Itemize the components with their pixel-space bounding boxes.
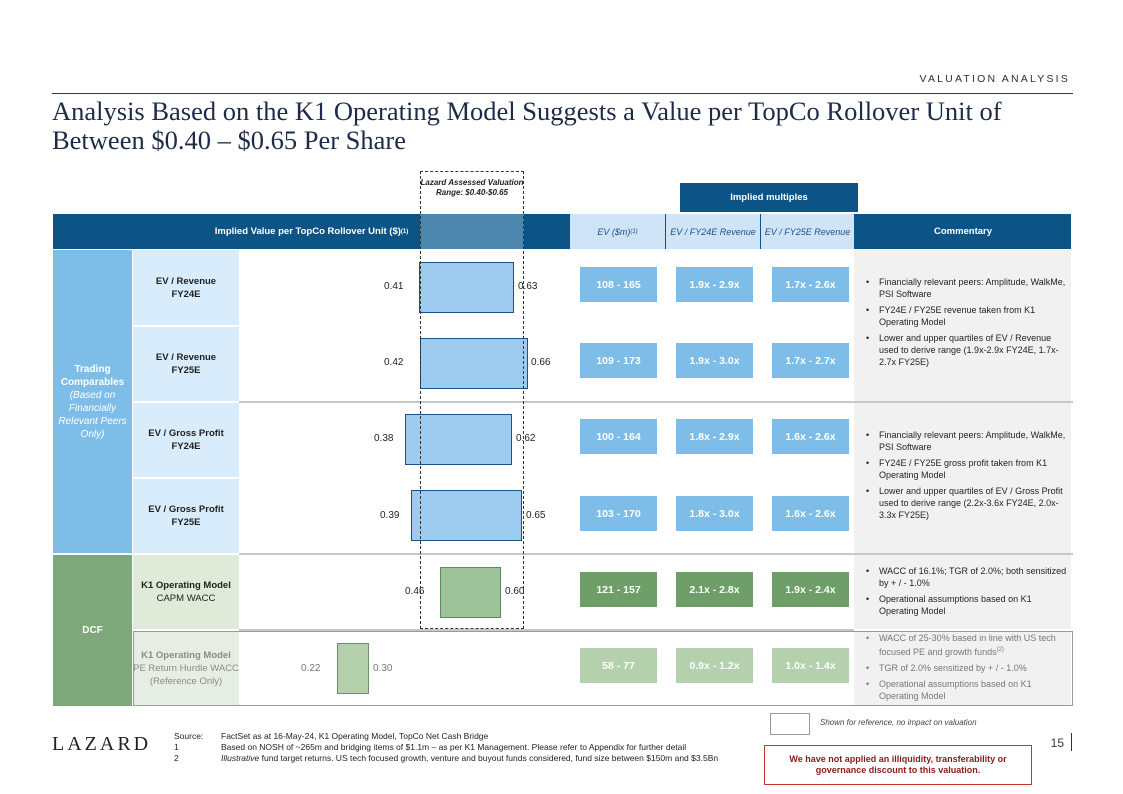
group-dcf: DCF	[53, 555, 132, 706]
commentary-bullet: • Financially relevant peers: Amplitude, WalkMe, PSI Software	[862, 429, 1067, 453]
bar-low-label: 0.22	[301, 663, 321, 674]
header-ev-fy24e: EV / FY24E Revenue	[666, 214, 760, 249]
commentary-revenue	[854, 250, 1071, 401]
commentary-bullet: • FY24E / FY25E revenue taken from K1 Operating Model	[862, 304, 1067, 328]
page-title: Analysis Based on the K1 Operating Model Suggests a Value per TopCo Rollover Unit of Between $0.40 – $0.65 Per Share	[52, 96, 1002, 155]
commentary-bullet: • Operational assumptions based on K1 Operating Model	[862, 678, 1067, 702]
footnote-row: 2 Illustrative fund target returns. US tech focused growth, venture and buyout funds considered, fund size between $150m and $3.5Bn	[174, 753, 719, 763]
bar-low-label: 0.46	[405, 586, 425, 597]
bar-low-label: 0.38	[374, 433, 394, 444]
group-trading-comparables: Trading Comparables (Based on Financially Relevant Peers Only)	[53, 250, 132, 553]
commentary-gross-profit	[854, 403, 1071, 553]
page-number: 15	[1050, 736, 1064, 750]
header-ev: EV ($m) (1)	[570, 214, 665, 249]
footnotes	[174, 731, 754, 764]
method-ev-revenue-fy24e: EV / Revenue FY24E	[133, 250, 239, 325]
reference-legend-swatch	[770, 713, 810, 735]
bar-high-label: 0.65	[526, 510, 546, 521]
bar-high-label: 0.62	[516, 433, 536, 444]
bar-low-label: 0.41	[384, 281, 404, 292]
ev-fy24e-tile: 1.9x - 2.9x	[676, 267, 753, 302]
lazard-logo: LAZARD	[52, 733, 152, 755]
page-number-rule	[1071, 733, 1072, 751]
ev-fy25e-tile: 1.9x - 2.4x	[772, 572, 849, 607]
commentary-bullet: • WACC of 25-30% based in line with US tech focused PE and growth funds$^{(2)}$	[862, 632, 1067, 658]
commentary-bullet: • Operational assumptions based on K1 Operating Model	[862, 593, 1067, 617]
bar-high-label: 0.63	[518, 281, 538, 292]
ev-tile: 109 - 173	[580, 343, 657, 378]
bar-low-label: 0.39	[380, 510, 400, 521]
method-dcf-capm-wacc: K1 Operating Model CAPM WACC	[133, 555, 239, 629]
commentary-bullet: • Financially relevant peers: Amplitude, WalkMe, PSI Software	[862, 276, 1067, 300]
bar-high-label: 0.60	[505, 586, 525, 597]
valuation-range-label: Lazard Assessed Valuation Range: $0.40-$0.65	[420, 178, 524, 197]
ev-tile: 108 - 165	[580, 267, 657, 302]
bar-low-label: 0.42	[384, 357, 404, 368]
footnote-row: 1 Based on NOSH of ~265m and bridging items of $1.1m – as per K1 Management. Please refer to Appendix for further detail	[174, 742, 687, 752]
ev-fy25e-tile: 1.7x - 2.7x	[772, 343, 849, 378]
ev-tile: 58 - 77	[580, 648, 657, 683]
ev-fy24e-tile: 0.9x - 1.2x	[676, 648, 753, 683]
ev-fy25e-tile: 1.7x - 2.6x	[772, 267, 849, 302]
top-divider	[52, 93, 1073, 94]
ev-fy24e-tile: 1.8x - 3.0x	[676, 496, 753, 531]
ev-fy24e-tile: 2.1x - 2.8x	[676, 572, 753, 607]
commentary-bullet: • WACC of 16.1%; TGR of 2.0%; both sensitized by + / - 1.0%	[862, 565, 1067, 589]
ev-fy24e-tile: 1.9x - 3.0x	[676, 343, 753, 378]
method-ev-gross-profit-fy25e: EV / Gross Profit FY25E	[133, 479, 239, 553]
method-ev-revenue-fy25e: EV / Revenue FY25E	[133, 327, 239, 401]
reference-legend-text: Shown for reference, no impact on valuation	[820, 718, 977, 727]
valuation-range-box	[420, 171, 524, 629]
ev-fy25e-tile: 1.6x - 2.6x	[772, 419, 849, 454]
ev-tile: 103 - 170	[580, 496, 657, 531]
commentary-bullet: • TGR of 2.0% sensitized by + / - 1.0%	[862, 662, 1067, 674]
header-ev-fy25e: EV / FY25E Revenue	[761, 214, 854, 249]
ev-fy25e-tile: 1.0x - 1.4x	[772, 648, 849, 683]
ev-tile: 121 - 157	[580, 572, 657, 607]
header-commentary: Commentary	[933, 226, 993, 237]
implied-multiples-label: Implied multiples	[680, 183, 858, 212]
method-ev-gross-profit-fy24e: EV / Gross Profit FY24E	[133, 403, 239, 477]
bar-dcf-pe-hurdle	[337, 643, 369, 694]
commentary-dcf-pe	[854, 632, 1071, 705]
commentary-bullet: • Lower and upper quartiles of EV / Gross Profit used to derive range (2.2x-3.6x FY24E, 2.0x-3.3x FY25E)	[862, 485, 1067, 521]
ev-fy24e-tile: 1.8x - 2.9x	[676, 419, 753, 454]
ev-fy25e-tile: 1.6x - 2.6x	[772, 496, 849, 531]
bar-high-label: 0.66	[531, 357, 551, 368]
method-dcf-pe-hurdle: K1 Operating Model PE Return Hurdle WACC (Reference Only)	[133, 632, 239, 705]
disclaimer-box: We have not applied an illiquidity, transferability or governance discount to this valuation.	[764, 745, 1032, 785]
footnote-row: Source: FactSet as at 16-May-24, K1 Operating Model, TopCo Net Cash Bridge	[174, 731, 489, 741]
bar-high-label: 0.30	[373, 663, 393, 674]
section-label: VALUATION ANALYSIS	[919, 73, 1070, 85]
header-implied-value: Implied Value per TopCo Rollover Unit ($) (1)	[214, 226, 409, 237]
commentary-bullet: • FY24E / FY25E gross profit taken from K1 Operating Model	[862, 457, 1067, 481]
commentary-dcf-capm	[854, 555, 1071, 629]
ev-tile: 100 - 164	[580, 419, 657, 454]
commentary-bullet: • Lower and upper quartiles of EV / Revenue used to derive range (1.9x-2.9x FY24E, 1.7x-2.7x FY25E)	[862, 332, 1067, 368]
